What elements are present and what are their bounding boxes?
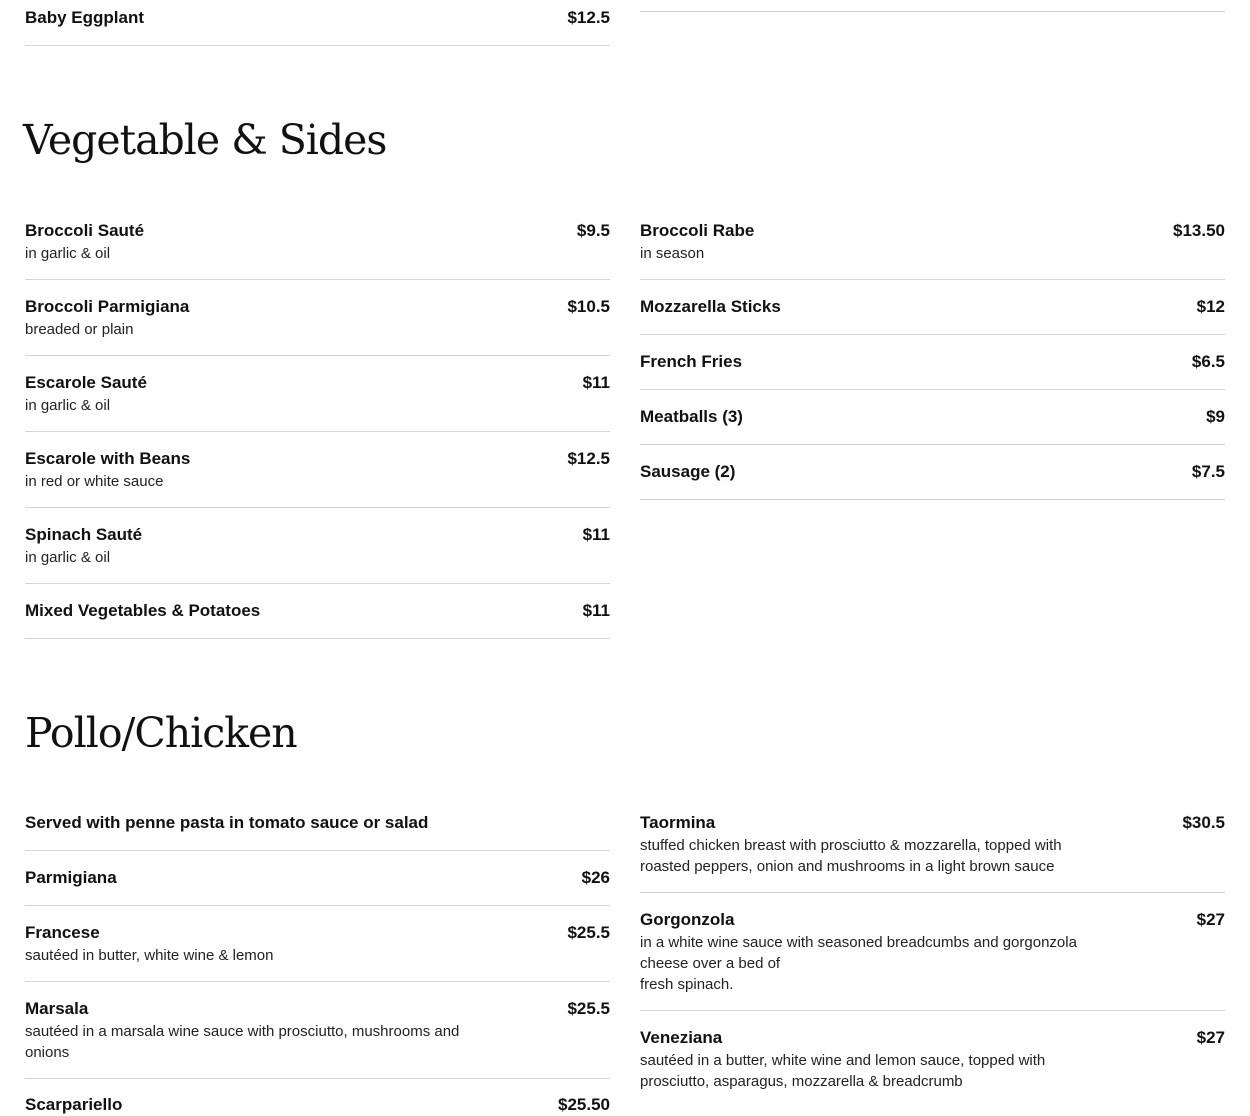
menu-item [640,220,1225,280]
menu-item-name: Sausage (2) [640,462,736,481]
menu-item [640,1027,1225,1102]
menu-item-price: $25.5 [567,999,610,1018]
menu-note [25,812,610,851]
menu-item [25,524,610,584]
section-title-vegetables: Vegetable & Sides [23,116,387,164]
menu-item-price: $12 [1196,297,1225,316]
menu-item-price: $25.50 [558,1095,610,1114]
menu-item [25,220,610,280]
menu-item-name: Escarole with Beans [25,449,191,468]
menu-item-name: Broccoli Rabe [640,221,755,240]
menu-item-description: in garlic & oil [25,397,111,414]
menu-item [25,922,610,982]
menu-item-name: Gorgonzola [640,910,735,929]
menu-item-price: $11 [582,601,610,620]
menu-item-price: $27 [1196,1028,1225,1047]
menu-item-description: in red or white sauce [25,473,164,490]
menu-item [25,1094,610,1114]
menu-item-price: $12.5 [567,8,610,27]
menu-item-description: in garlic & oil [25,549,111,566]
menu-item-description: in season [640,245,705,262]
menu-item-description: sautéed in a butter, white wine and lemon sauce, topped with prosciutto, asparagus, mozzarella & breadcrumb [640,1052,1046,1090]
menu-item-price: $9.5 [576,221,610,240]
menu-item-price: $30.5 [1182,813,1225,832]
menu-item-name: Veneziana [640,1028,723,1047]
menu-item-name: Taormina [640,813,716,832]
menu-item-price: $7.5 [1191,462,1225,481]
menu-item [25,448,610,508]
menu-item-name: Mozzarella Sticks [640,297,781,316]
menu-item-name: Spinach Sauté [25,525,143,544]
menu-item-price: $11 [582,525,610,544]
menu-item-price: $12.5 [567,449,610,468]
menu-item [640,351,1225,390]
menu-item-price: $6.5 [1191,352,1225,371]
menu-item [640,812,1225,893]
menu-item-price: $27 [1196,910,1225,929]
menu-item [640,406,1225,445]
menu-item-price: $9 [1206,407,1225,426]
menu-item-description: in garlic & oil [25,245,111,262]
menu-item [640,461,1225,500]
menu-item-name: Parmigiana [25,868,117,887]
menu-item-name: Scarpariello [25,1095,123,1114]
menu-item [25,372,610,432]
menu-item-price: $10.5 [567,297,610,316]
menu-item-price: $11 [582,373,610,392]
menu-item [25,867,610,906]
menu-item-description: sautéed in a marsala wine sauce with prosciutto, mushrooms and onions [25,1023,460,1061]
menu-item-name: Broccoli Parmigiana [25,297,190,316]
section-title-chicken: Pollo/Chicken [25,709,297,757]
menu-item-name: Broccoli Sauté [25,221,145,240]
menu-item [640,909,1225,1011]
menu-item-description: in a white wine sauce with seasoned breadcumbs and gorgonzola cheese over a bed of fresh spinach. [640,934,1077,993]
menu-item-price: $26 [581,868,610,887]
menu-item-price: $25.5 [567,923,610,942]
menu-item-description: sautéed in butter, white wine & lemon [25,947,274,964]
menu-item-baby-eggplant [25,7,610,46]
menu-item-name: Escarole Sauté [25,373,147,392]
menu-item-name: French Fries [640,352,743,371]
menu-item-name: Mixed Vegetables & Potatoes [25,601,261,620]
menu-note-text: Served with penne pasta in tomato sauce or salad [25,813,429,832]
menu-item [25,998,610,1079]
menu-item [25,600,610,639]
menu-item-name: Meatballs (3) [640,407,743,426]
menu-item-description: breaded or plain [25,321,134,338]
divider [640,11,1225,12]
menu-item-name: Baby Eggplant [25,8,145,27]
menu-item-price: $13.50 [1173,221,1225,240]
menu-item-description: stuffed chicken breast with prosciutto & mozzarella, topped with roasted peppers, onion and mushrooms in a light brown sauce [640,837,1062,875]
menu-item [25,296,610,356]
menu-item-name: Francese [25,923,100,942]
menu-item-name: Marsala [25,999,89,1018]
menu-item [640,296,1225,335]
